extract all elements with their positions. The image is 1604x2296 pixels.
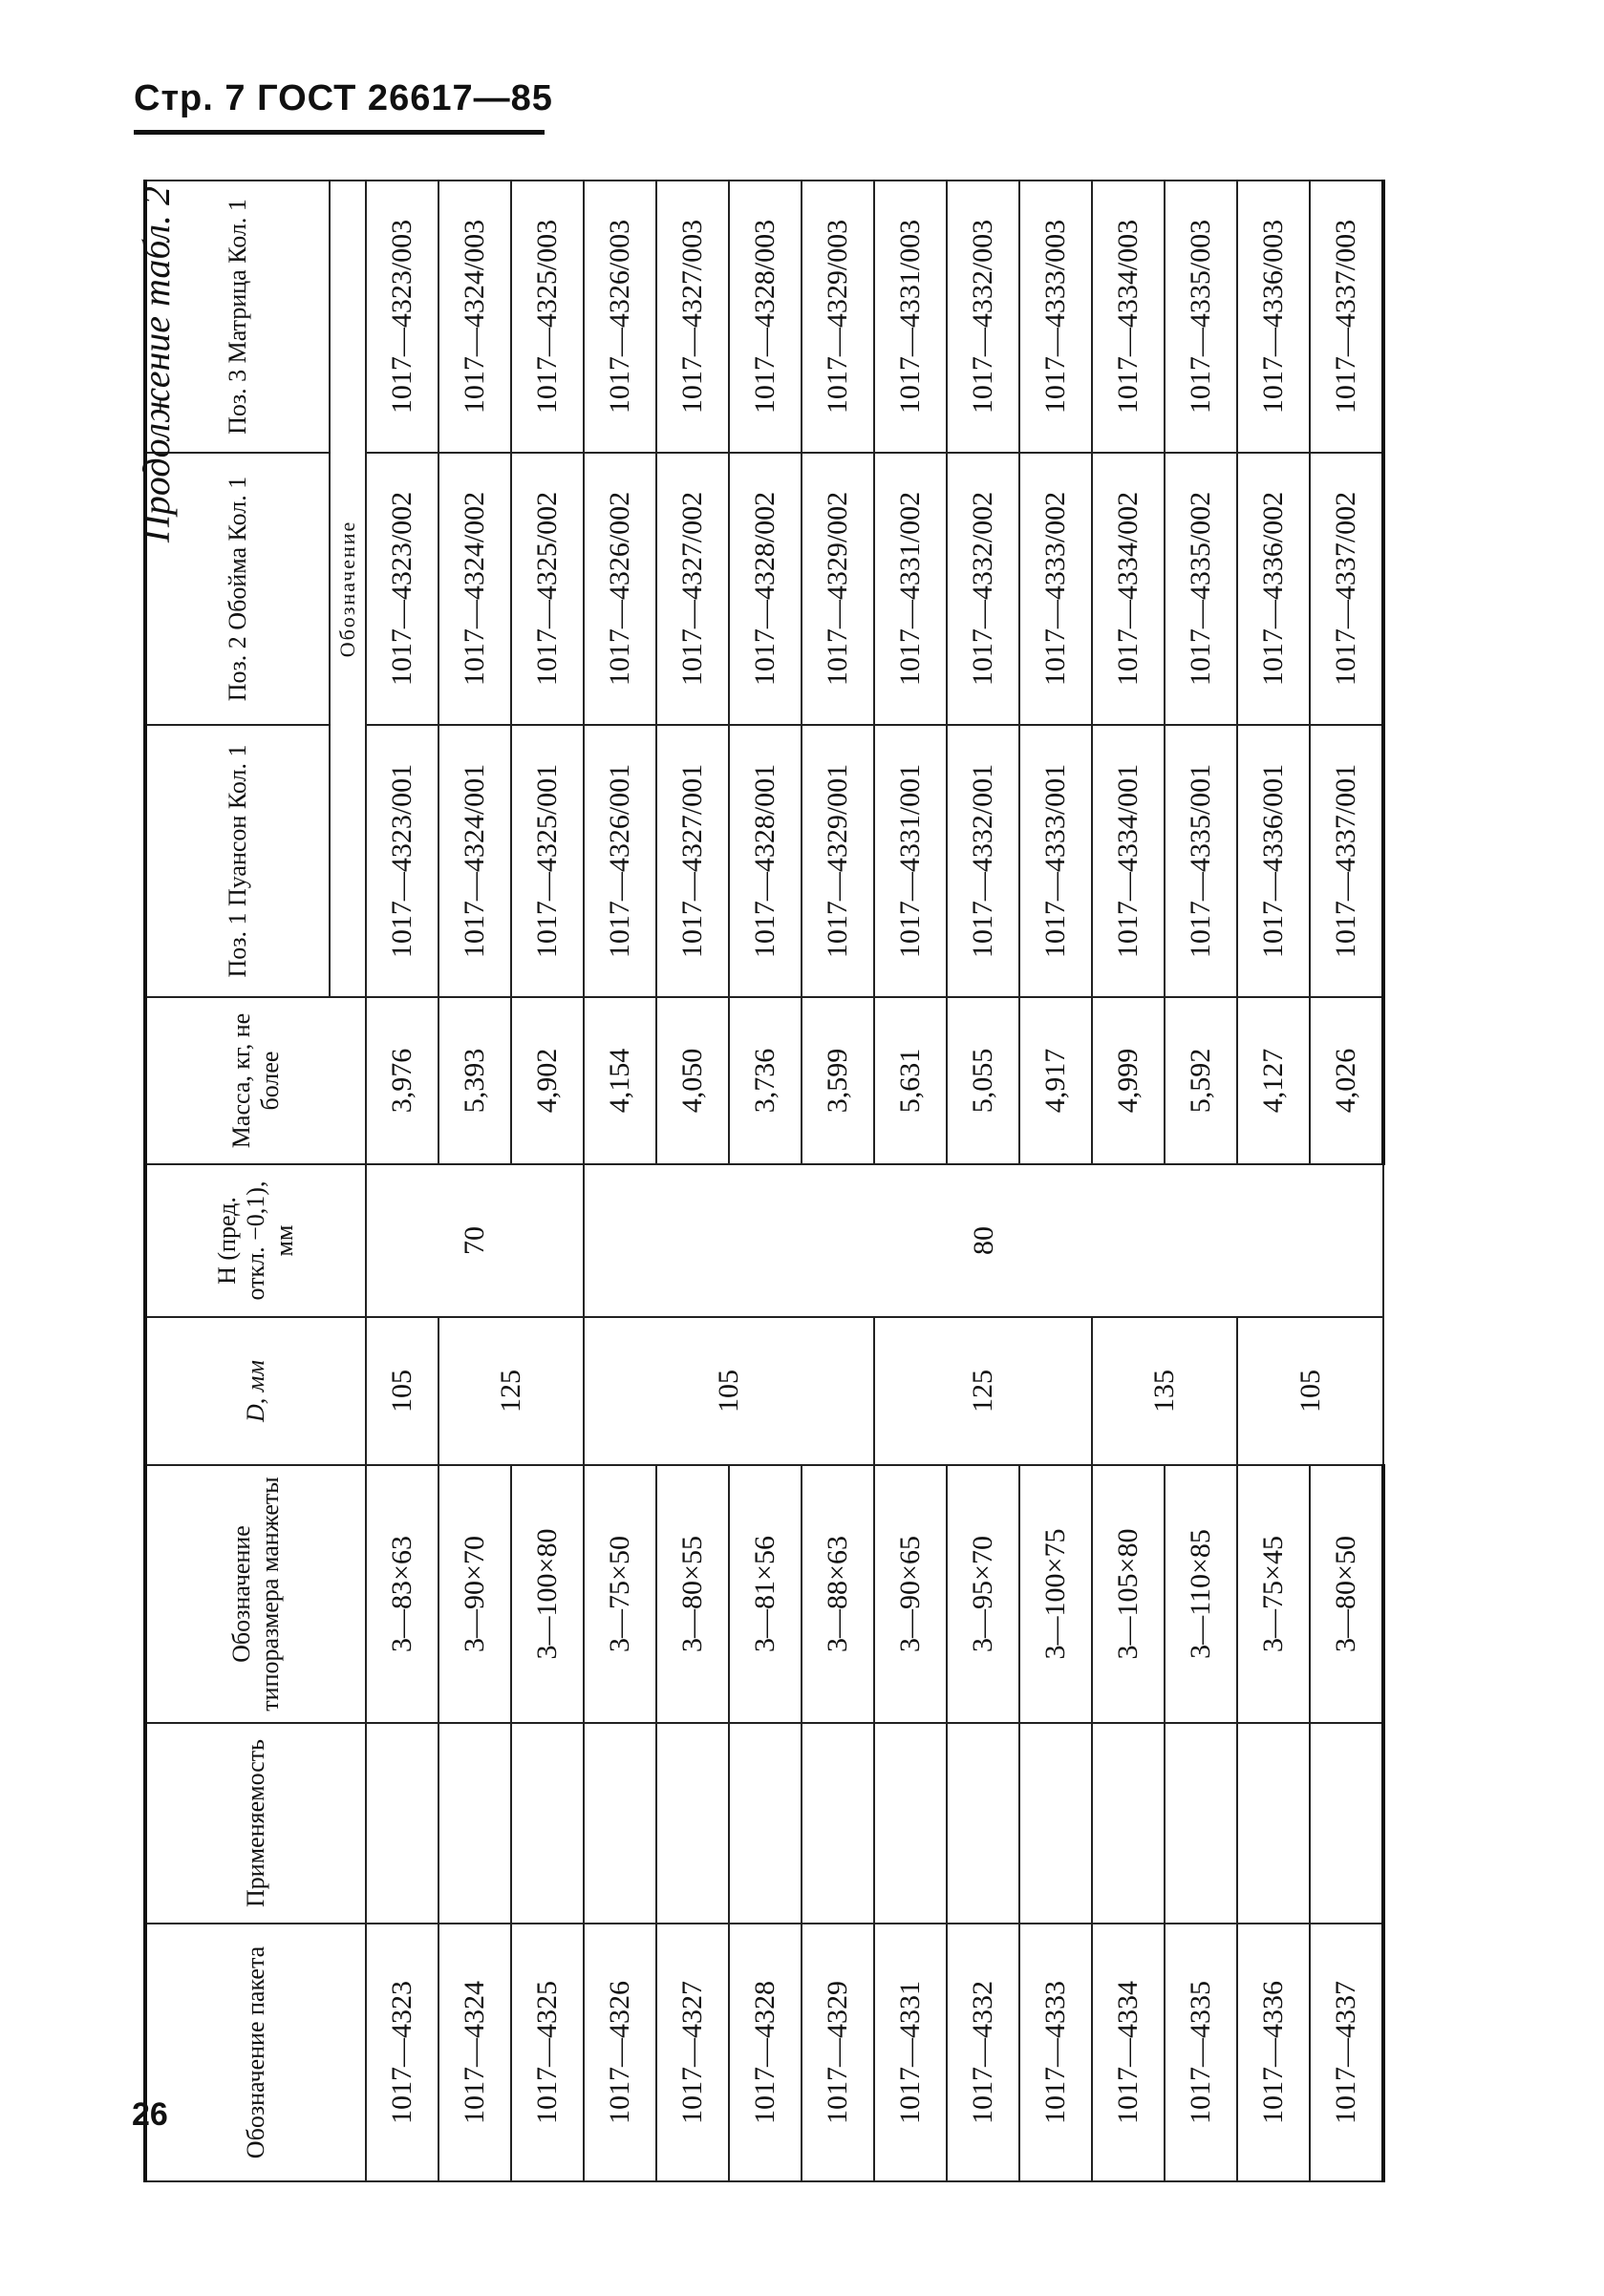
cell-package: 1017—4329 (802, 1924, 874, 2181)
column-header-pos1: Поз. 1 Пуансон Кол. 1 (145, 725, 330, 997)
cell-cuff: 3—83×63 (366, 1465, 438, 1723)
cell-mass: 4,127 (1237, 997, 1310, 1164)
cell-applicability (802, 1723, 874, 1924)
cell-mass: 5,393 (438, 997, 511, 1164)
rotated-table-area (135, 100, 1404, 2182)
cell-package: 1017—4326 (584, 1924, 656, 2181)
cell-mass: 4,026 (1310, 997, 1383, 1164)
cell-d: 105 (1237, 1317, 1383, 1465)
cell-applicability (438, 1723, 511, 1924)
cell-package: 1017—4335 (1165, 1924, 1237, 2181)
cell-d: 125 (438, 1317, 584, 1465)
cell-mass: 4,154 (584, 997, 656, 1164)
cell-applicability (729, 1723, 802, 1924)
cell-applicability (1092, 1723, 1165, 1924)
cell-mass: 5,055 (947, 997, 1019, 1164)
cell-mass: 4,050 (656, 997, 729, 1164)
column-header-pos3: Поз. 3 Матрица Кол. 1 (145, 181, 330, 453)
page-header: Стр. 7 ГОСТ 26617—85 (134, 78, 553, 118)
cell-package: 1017—4332 (947, 1924, 1019, 2181)
cell-applicability (1310, 1723, 1383, 1924)
cell-pos1: 1017—4327/001 (656, 725, 729, 997)
column-header-applicability: Применяемость (145, 1723, 366, 1924)
cell-h: 70 (366, 1164, 584, 1317)
cell-cuff: 3—80×55 (656, 1465, 729, 1723)
cell-cuff: 3—75×50 (584, 1465, 656, 1723)
cell-pos3: 1017—4335/003 (1165, 181, 1237, 453)
cell-package: 1017—4333 (1019, 1924, 1092, 2181)
cell-pos3: 1017—4323/003 (366, 181, 438, 453)
cell-pos2: 1017—4331/002 (874, 453, 947, 725)
table-caption: Продолжение табл. 2 (135, 186, 178, 543)
cell-applicability (656, 1723, 729, 1924)
cell-mass: 3,976 (366, 997, 438, 1164)
cell-applicability (1019, 1723, 1092, 1924)
cell-mass: 5,631 (874, 997, 947, 1164)
cell-pos1: 1017—4334/001 (1092, 725, 1165, 997)
column-header-mass: Масса, кг, не более (145, 997, 366, 1164)
cell-package: 1017—4334 (1092, 1924, 1165, 2181)
cell-pos2: 1017—4332/002 (947, 453, 1019, 725)
cell-pos1: 1017—4329/001 (802, 725, 874, 997)
cell-applicability (584, 1723, 656, 1924)
cell-pos2: 1017—4326/002 (584, 453, 656, 725)
cell-pos3: 1017—4333/003 (1019, 181, 1092, 453)
page-number: 26 (132, 2096, 168, 2133)
cell-cuff: 3—100×75 (1019, 1465, 1092, 1723)
cell-pos3: 1017—4336/003 (1237, 181, 1310, 453)
cell-applicability (366, 1723, 438, 1924)
cell-pos2: 1017—4327/002 (656, 453, 729, 725)
cell-pos2: 1017—4325/002 (511, 453, 584, 725)
cell-pos1: 1017—4328/001 (729, 725, 802, 997)
cell-package: 1017—4328 (729, 1924, 802, 2181)
cell-pos3: 1017—4337/003 (1310, 181, 1383, 453)
cell-pos3: 1017—4324/003 (438, 181, 511, 453)
cell-mass: 3,599 (802, 997, 874, 1164)
cell-pos1: 1017—4325/001 (511, 725, 584, 997)
cell-pos3: 1017—4331/003 (874, 181, 947, 453)
cell-pos1: 1017—4337/001 (1310, 725, 1383, 997)
cell-pos3: 1017—4334/003 (1092, 181, 1165, 453)
cell-cuff: 3—90×65 (874, 1465, 947, 1723)
column-header-cuff: Обозначение типоразмера манжеты (145, 1465, 366, 1723)
cell-package: 1017—4323 (366, 1924, 438, 2181)
cell-pos1: 1017—4326/001 (584, 725, 656, 997)
cell-cuff: 3—100×80 (511, 1465, 584, 1723)
cell-applicability (511, 1723, 584, 1924)
cell-cuff: 3—105×80 (1092, 1465, 1165, 1723)
cell-cuff: 3—80×50 (1310, 1465, 1383, 1723)
cell-pos2: 1017—4337/002 (1310, 453, 1383, 725)
table-row (366, 181, 438, 2181)
cell-d: 105 (366, 1317, 438, 1465)
cell-pos2: 1017—4328/002 (729, 453, 802, 725)
cell-pos3: 1017—4328/003 (729, 181, 802, 453)
cell-pos1: 1017—4335/001 (1165, 725, 1237, 997)
cell-d: 125 (874, 1317, 1092, 1465)
cell-pos1: 1017—4324/001 (438, 725, 511, 997)
cell-pos2: 1017—4329/002 (802, 453, 874, 725)
cell-pos1: 1017—4332/001 (947, 725, 1019, 997)
cell-cuff: 3—90×70 (438, 1465, 511, 1723)
cell-package: 1017—4324 (438, 1924, 511, 2181)
cell-pos2: 1017—4333/002 (1019, 453, 1092, 725)
cell-pos2: 1017—4335/002 (1165, 453, 1237, 725)
cell-cuff: 3—110×85 (1165, 1465, 1237, 1723)
cell-cuff: 3—95×70 (947, 1465, 1019, 1723)
cell-package: 1017—4327 (656, 1924, 729, 2181)
cell-applicability (1165, 1723, 1237, 1924)
cell-mass: 4,999 (1092, 997, 1165, 1164)
table-row (584, 181, 656, 2181)
cell-applicability (874, 1723, 947, 1924)
cell-d: 105 (584, 1317, 874, 1465)
cell-pos1: 1017—4323/001 (366, 725, 438, 997)
cell-applicability (947, 1723, 1019, 1924)
cell-pos2: 1017—4336/002 (1237, 453, 1310, 725)
cell-mass: 3,736 (729, 997, 802, 1164)
cell-package: 1017—4337 (1310, 1924, 1383, 2181)
cell-cuff: 3—88×63 (802, 1465, 874, 1723)
cell-h: 80 (584, 1164, 1383, 1317)
cell-d: 135 (1092, 1317, 1237, 1465)
column-header-package: Обозначение пакета (145, 1924, 366, 2181)
parts-table (143, 180, 1385, 2182)
cell-pos2: 1017—4334/002 (1092, 453, 1165, 725)
cell-pos2: 1017—4324/002 (438, 453, 511, 725)
table-body (366, 181, 1383, 2181)
column-header-pos2: Поз. 2 Обойма Кол. 1 (145, 453, 330, 725)
cell-pos3: 1017—4327/003 (656, 181, 729, 453)
cell-pos3: 1017—4332/003 (947, 181, 1019, 453)
cell-pos1: 1017—4333/001 (1019, 725, 1092, 997)
cell-package: 1017—4331 (874, 1924, 947, 2181)
cell-pos3: 1017—4325/003 (511, 181, 584, 453)
cell-pos2: 1017—4323/002 (366, 453, 438, 725)
column-header-h: H (пред. откл. −0,1), мм (145, 1164, 366, 1317)
cell-mass: 4,902 (511, 997, 584, 1164)
cell-pos1: 1017—4331/001 (874, 725, 947, 997)
cell-mass: 4,917 (1019, 997, 1092, 1164)
column-header-designation: Обозначение (330, 181, 366, 997)
cell-pos3: 1017—4326/003 (584, 181, 656, 453)
cell-pos3: 1017—4329/003 (802, 181, 874, 453)
cell-package: 1017—4336 (1237, 1924, 1310, 2181)
cell-package: 1017—4325 (511, 1924, 584, 2181)
column-header-d: D, мм (145, 1317, 366, 1465)
cell-cuff: 3—75×45 (1237, 1465, 1310, 1723)
cell-pos1: 1017—4336/001 (1237, 725, 1310, 997)
cell-mass: 5,592 (1165, 997, 1237, 1164)
cell-cuff: 3—81×56 (729, 1465, 802, 1723)
